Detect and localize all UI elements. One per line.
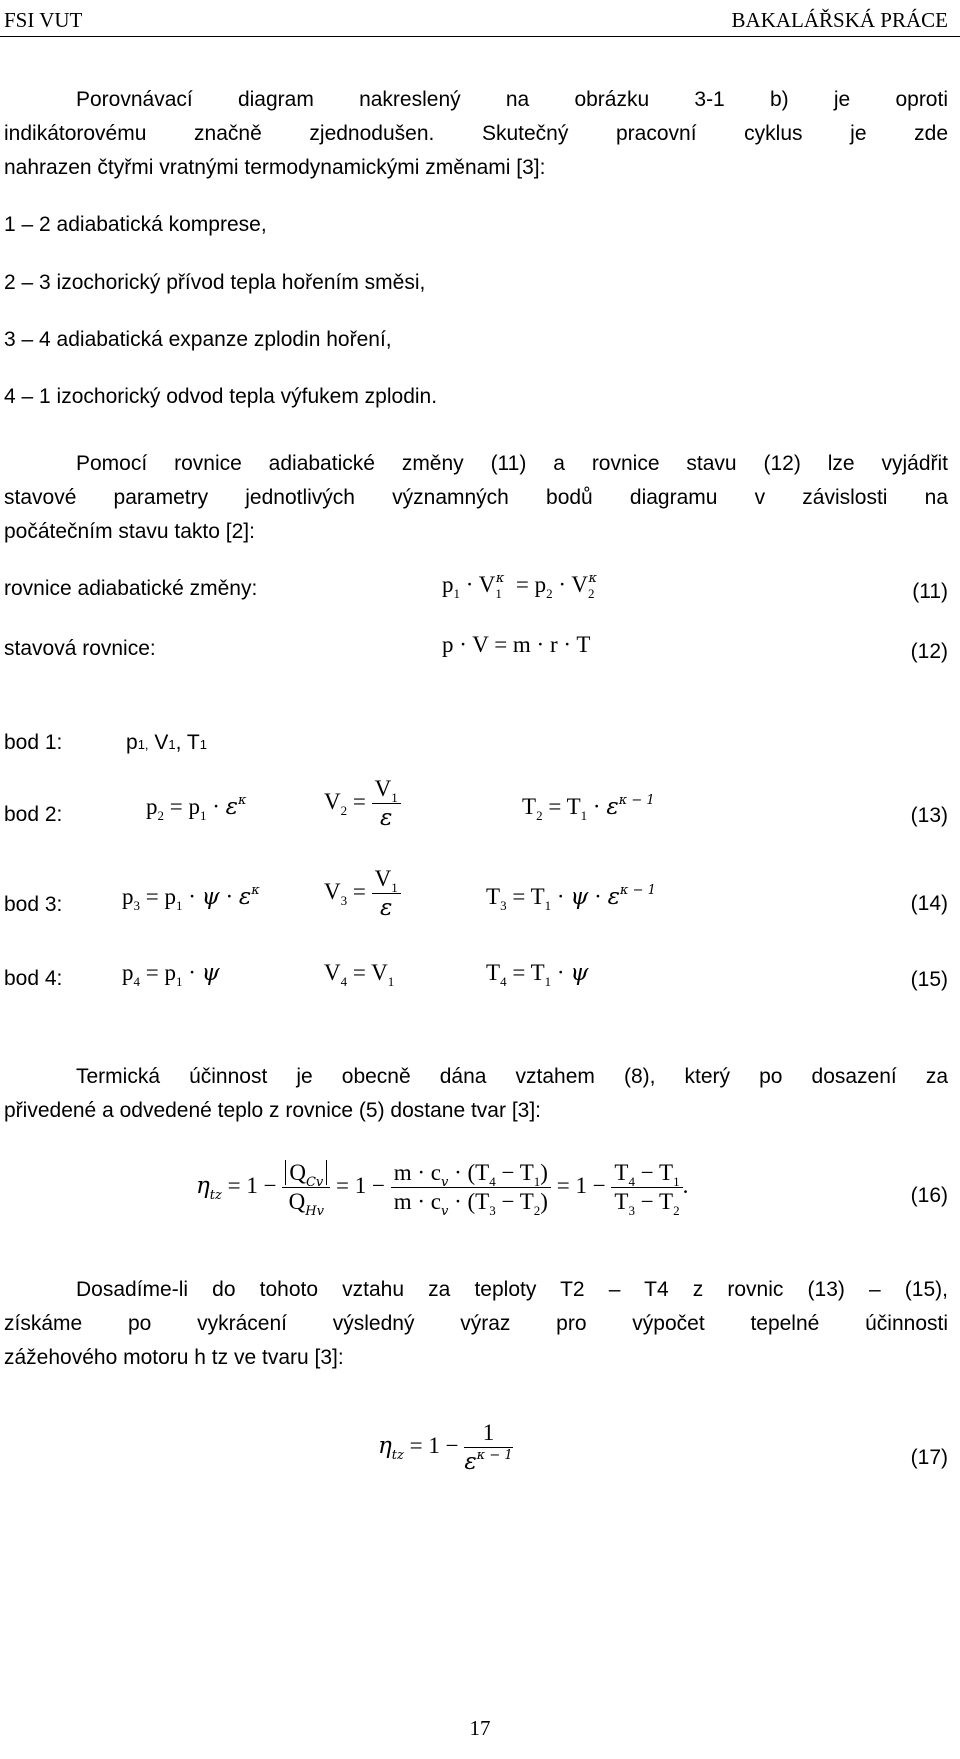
equation-v4: $V_4 = V_1$	[324, 960, 395, 989]
equation-number: (12)	[910, 640, 948, 663]
point-label: bod 1:	[4, 731, 63, 754]
label-adiabatic-equation: rovnice adiabatické změny:	[4, 577, 258, 600]
text-line: počátečním stavu takto [2]:	[4, 520, 255, 543]
process-list-item: 3 – 4 adiabatická expanze zplodin hoření,	[4, 328, 392, 351]
equation-otto-efficiency: $\eta_{tz} = 1$ − $\frac{1}{\varepsilon^{\kappa - 1}}$	[378, 1420, 513, 1475]
text-line: Porovnávací diagram nakreslený na obrázku 3-1 b) je oproti	[76, 88, 948, 111]
equation-p3: $p_3 = p_1 \cdot \psi \cdot \varepsilon^\kappa$	[122, 883, 260, 913]
equation-v3: $V_3$ = $\frac{V_1}{\varepsilon}$	[324, 866, 401, 921]
equation-p2: $p_2 = p_1 \cdot \varepsilon^\kappa$	[146, 793, 247, 823]
page-number: 17	[469, 1716, 491, 1740]
point-label: bod 2:	[4, 803, 63, 826]
text-line: Termická účinnost je obecně dána vztahem (8), který po dosazení za	[76, 1065, 948, 1088]
point-label: bod 4:	[4, 967, 63, 990]
equation-number: (13)	[910, 804, 948, 827]
paragraph-method	[4, 447, 948, 549]
equation-number: (14)	[910, 892, 948, 915]
header-left: FSI VUT	[4, 8, 83, 32]
equation-t3: $T_3 = T_1 \cdot \psi \cdot \varepsilon^{\kappa - 1}$	[486, 883, 656, 913]
equation-p4: $p_4 = p_1 \cdot \psi$	[122, 960, 220, 989]
header-rule	[0, 36, 960, 37]
equation-number: (15)	[910, 968, 948, 991]
text-line: Dosadíme-li do tohoto vztahu za teploty T2 – T4 z rovnic (13) – (15),	[76, 1278, 948, 1301]
equation-number: (11)	[912, 580, 948, 603]
process-list-item: 2 – 3 izochorický přívod tepla hořením směsi,	[4, 271, 426, 294]
label-state-equation: stavová rovnice:	[4, 637, 156, 660]
process-list-item: 1 – 2 adiabatická komprese,	[4, 213, 267, 236]
equation-t4: $T_4 = T_1 \cdot \psi$	[486, 960, 589, 989]
equation-number: (16)	[910, 1184, 948, 1207]
equation-v2: $V_2$ = $\frac{V_1}{\varepsilon}$	[324, 776, 401, 831]
equation-t2: $T_2 = T_1 \cdot \varepsilon^{\kappa - 1}$	[522, 793, 655, 823]
text-line: zážehového motoru h tz ve tvaru [3]:	[4, 1346, 344, 1369]
text-line: indikátorovému značně zjednodušen. Skutečný pracovní cyklus je zde	[4, 122, 948, 145]
text-line: přivedené a odvedené teplo z rovnice (5) dostane tvar [3]:	[4, 1099, 541, 1122]
point1-values: p1, V1, T1	[126, 731, 207, 754]
paragraph-intro	[4, 83, 948, 185]
paragraph-substitution	[4, 1273, 948, 1375]
text-line: nahrazen čtyřmi vratnými termodynamickými změnami [3]:	[4, 156, 546, 179]
equation-adiabatic: $p_1 \cdot V_1^\kappa = p_2 \cdot V_2^\kappa$	[442, 571, 598, 601]
equation-thermal-efficiency: $\eta_{tz} = 1$ − $\frac{Q_{Cv}}{Q_{Hv}}$ = 1 − $\frac{m \cdot c_v \cdot (T_4 - T_1)}{m \cdot c_v \cdot (T_3 - T_2)}$ = 1 − $\frac{T_4 - T_1}{T_3 - T_2}$ .	[196, 1160, 689, 1219]
point-label: bod 3:	[4, 893, 63, 916]
text-line: Pomocí rovnice adiabatické změny (11) a rovnice stavu (12) lze vyjádřit	[76, 452, 948, 475]
equation-state: p · V = m · r · T	[442, 632, 591, 657]
text-line: stavové parametry jednotlivých významných bodů diagramu v závislosti na	[4, 486, 948, 509]
equation-number: (17)	[910, 1446, 948, 1469]
header-right: BAKALÁŘSKÁ PRÁCE	[731, 8, 948, 32]
text-line: získáme po vykrácení výsledný výraz pro výpočet tepelné účinnosti	[4, 1312, 948, 1335]
process-list-item: 4 – 1 izochorický odvod tepla výfukem zplodin.	[4, 385, 438, 408]
paragraph-efficiency	[4, 1060, 948, 1128]
